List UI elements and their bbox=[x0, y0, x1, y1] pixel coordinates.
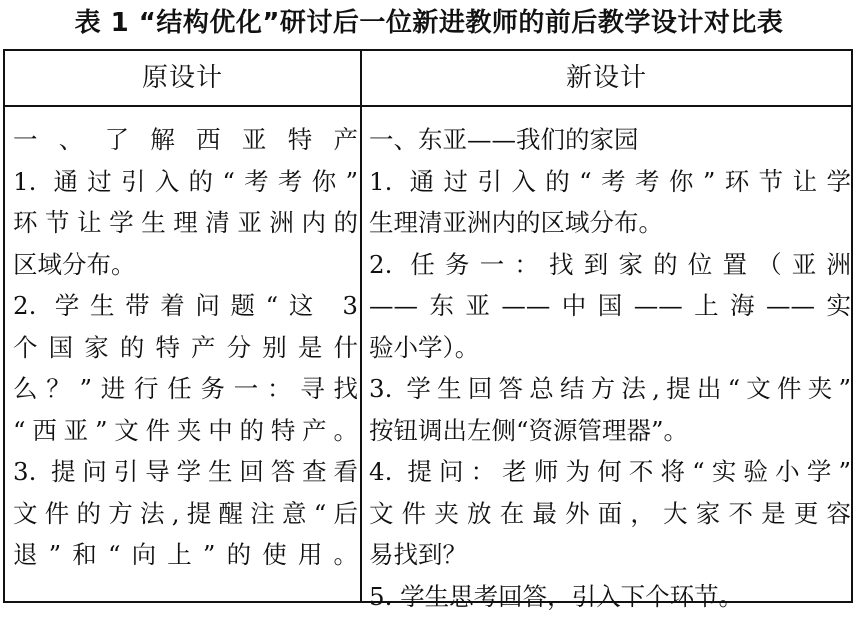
new-line: 易找到？ bbox=[369, 534, 851, 576]
new-line: ——东亚——中国——上海——实 bbox=[369, 285, 851, 327]
original-line: 2. 学生带着问题“这 3 bbox=[13, 285, 358, 327]
original-line: 1. 通过引入的“考考你” bbox=[13, 161, 358, 203]
original-line: 个国家的特产分别是什 bbox=[13, 327, 358, 369]
new-line: 3. 学生回答总结方法,提出“文件夹” bbox=[369, 368, 851, 410]
new-line: 1. 通过引入的“考考你”环节让学 bbox=[369, 161, 851, 203]
new-line: 5. 学生思考回答，引入下个环节。 bbox=[369, 576, 851, 617]
new-line: 验小学）。 bbox=[369, 327, 851, 369]
table-caption: 表 1 “结构优化”研讨后一位新进教师的前后教学设计对比表 bbox=[0, 6, 858, 40]
original-line: 3. 提问引导学生回答查看 bbox=[13, 451, 358, 493]
header-divider bbox=[5, 105, 851, 107]
new-line: 一、东亚——我们的家园 bbox=[369, 119, 851, 161]
original-line: 退”和“向上”的使用。 bbox=[13, 534, 358, 576]
header-new-design: 新设计 bbox=[362, 51, 851, 105]
new-line: 2. 任务一：找到家的位置（亚洲 bbox=[369, 244, 851, 286]
original-design-cell bbox=[13, 119, 358, 576]
original-line: 一、了解西亚特产 bbox=[13, 119, 358, 161]
column-divider bbox=[360, 51, 362, 601]
new-line: 4. 提问：老师为何不将“实验小学” bbox=[369, 451, 851, 493]
original-line: 环节让学生理清亚洲内的 bbox=[13, 202, 358, 244]
new-line: 生理清亚洲内的区域分布。 bbox=[369, 202, 851, 244]
original-line: 么？”进行任务一：寻找 bbox=[13, 368, 358, 410]
new-line: 按钮调出左侧“资源管理器”。 bbox=[369, 410, 851, 452]
original-line: “西亚”文件夹中的特产。 bbox=[13, 410, 358, 452]
original-line: 文件的方法,提醒注意“后 bbox=[13, 493, 358, 535]
new-line: 文件夹放在最外面，大家不是更容 bbox=[369, 493, 851, 535]
header-original-design: 原设计 bbox=[5, 51, 360, 105]
original-line: 区域分布。 bbox=[13, 244, 358, 286]
new-design-cell bbox=[369, 119, 851, 617]
comparison-table bbox=[3, 49, 853, 603]
